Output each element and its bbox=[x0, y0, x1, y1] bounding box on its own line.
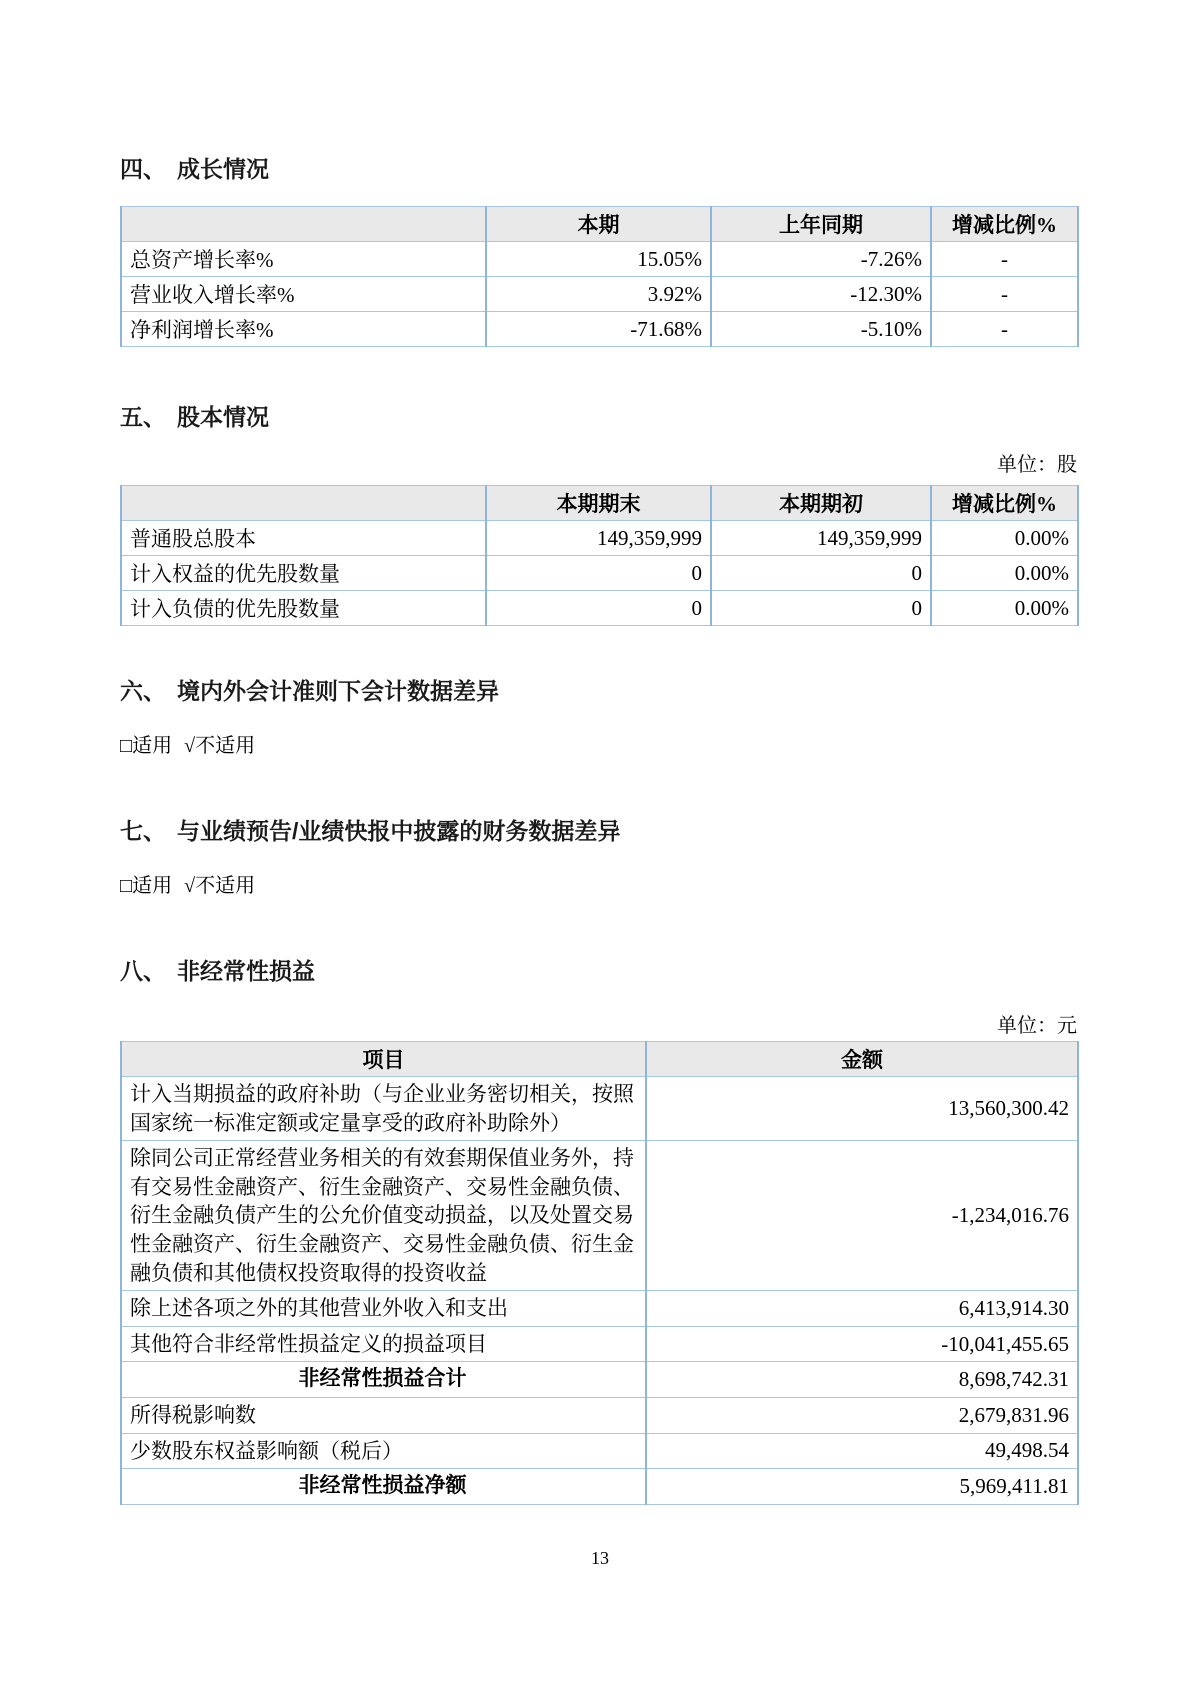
table-row bbox=[121, 556, 1078, 591]
value-cell: 0 bbox=[711, 556, 931, 591]
table-row bbox=[121, 312, 1078, 347]
section-title: 非经常性损益 bbox=[177, 958, 315, 984]
checkbox-applicable: □适用 bbox=[120, 735, 173, 757]
header-cell-item: 项目 bbox=[121, 1042, 646, 1077]
amount-cell: 8,698,742.31 bbox=[646, 1362, 1078, 1398]
section-heading-accounting-diff bbox=[120, 680, 1077, 703]
value-cell: 0 bbox=[711, 591, 931, 626]
amount-cell: 13,560,300.42 bbox=[646, 1077, 1078, 1141]
change-cell: 0.00% bbox=[931, 556, 1078, 591]
value-cell: -7.26% bbox=[711, 242, 931, 277]
table-row bbox=[121, 1141, 1078, 1291]
checkmark-not-applicable: √不适用 bbox=[184, 875, 256, 897]
non-recurring-table bbox=[120, 1041, 1079, 1505]
header-cell-change: 增减比例% bbox=[931, 486, 1078, 521]
amount-cell: 49,498.54 bbox=[646, 1433, 1078, 1469]
row-label-cell: 总资产增长率% bbox=[121, 242, 486, 277]
subtotal-row bbox=[121, 1362, 1078, 1398]
total-row bbox=[121, 1469, 1078, 1505]
change-cell: 0.00% bbox=[931, 591, 1078, 626]
change-cell: 0.00% bbox=[931, 521, 1078, 556]
equity-table-header-row bbox=[121, 486, 1078, 521]
unit-label-shares: 单位：股 bbox=[997, 454, 1077, 476]
section-title: 境内外会计准则下会计数据差异 bbox=[177, 678, 499, 704]
amount-cell: -1,234,016.76 bbox=[646, 1141, 1078, 1291]
section-title: 成长情况 bbox=[177, 156, 269, 182]
header-cell-period-end: 本期期末 bbox=[486, 486, 711, 521]
item-label-cell: 除上述各项之外的其他营业外收入和支出 bbox=[121, 1291, 646, 1327]
header-cell-prior: 上年同期 bbox=[711, 207, 931, 242]
section-heading-equity bbox=[120, 406, 1077, 429]
table-row bbox=[121, 1077, 1078, 1141]
header-cell-amount: 金额 bbox=[646, 1042, 1078, 1077]
section-heading-growth bbox=[120, 158, 1077, 181]
change-cell: - bbox=[931, 312, 1078, 347]
non-recurring-header-row bbox=[121, 1042, 1078, 1077]
table-row bbox=[121, 277, 1078, 312]
unit-label-yuan: 单位：元 bbox=[997, 1015, 1077, 1037]
header-cell-period-begin: 本期期初 bbox=[711, 486, 931, 521]
header-cell-current: 本期 bbox=[486, 207, 711, 242]
change-cell: - bbox=[931, 242, 1078, 277]
value-cell: 3.92% bbox=[486, 277, 711, 312]
header-cell-blank bbox=[121, 207, 486, 242]
table-row bbox=[121, 242, 1078, 277]
section-number: 五、 bbox=[120, 404, 166, 430]
value-cell: 0 bbox=[486, 556, 711, 591]
total-label-cell: 非经常性损益净额 bbox=[121, 1469, 646, 1505]
value-cell: 15.05% bbox=[486, 242, 711, 277]
table-row bbox=[121, 1326, 1078, 1362]
section-title: 与业绩预告/业绩快报中披露的财务数据差异 bbox=[177, 818, 621, 844]
item-label-cell: 其他符合非经常性损益定义的损益项目 bbox=[121, 1326, 646, 1362]
table-row bbox=[121, 1397, 1078, 1433]
section-title: 股本情况 bbox=[177, 404, 269, 430]
value-cell: -71.68% bbox=[486, 312, 711, 347]
amount-cell: -10,041,455.65 bbox=[646, 1326, 1078, 1362]
amount-cell: 6,413,914.30 bbox=[646, 1291, 1078, 1327]
section-number: 七、 bbox=[120, 818, 166, 844]
growth-table-header-row bbox=[121, 207, 1078, 242]
row-label-cell: 净利润增长率% bbox=[121, 312, 486, 347]
amount-cell: 2,679,831.96 bbox=[646, 1397, 1078, 1433]
applicability-line bbox=[120, 735, 1077, 757]
growth-table bbox=[120, 206, 1079, 347]
item-label-cell: 所得税影响数 bbox=[121, 1397, 646, 1433]
item-label-cell: 少数股东权益影响额（税后） bbox=[121, 1433, 646, 1469]
page-number: 13 bbox=[591, 1548, 609, 1568]
row-label-cell: 计入权益的优先股数量 bbox=[121, 556, 486, 591]
table-row bbox=[121, 1291, 1078, 1327]
item-label-cell: 计入当期损益的政府补助（与企业业务密切相关，按照国家统一标准定额或定量享受的政府补助除外） bbox=[121, 1077, 646, 1141]
table-row bbox=[121, 1433, 1078, 1469]
subtotal-label-cell: 非经常性损益合计 bbox=[121, 1362, 646, 1398]
item-label-cell: 除同公司正常经营业务相关的有效套期保值业务外，持有交易性金融资产、衍生金融资产、交易性金融负债、衍生金融负债产生的公允价值变动损益，以及处置交易性金融资产、衍生金融资产、交易性金融负债、衍生金融负债和其他债权投资取得的投资收益 bbox=[121, 1141, 646, 1291]
checkmark-not-applicable: √不适用 bbox=[184, 735, 256, 757]
checkbox-applicable: □适用 bbox=[120, 875, 173, 897]
value-cell: -5.10% bbox=[711, 312, 931, 347]
applicability-line bbox=[120, 875, 1077, 897]
table-row bbox=[121, 591, 1078, 626]
table-row bbox=[121, 521, 1078, 556]
section-number: 六、 bbox=[120, 678, 166, 704]
equity-table bbox=[120, 485, 1079, 626]
value-cell: -12.30% bbox=[711, 277, 931, 312]
section-heading-non-recurring bbox=[120, 960, 1077, 983]
row-label-cell: 营业收入增长率% bbox=[121, 277, 486, 312]
amount-cell: 5,969,411.81 bbox=[646, 1469, 1078, 1505]
header-cell-change: 增减比例% bbox=[931, 207, 1078, 242]
value-cell: 0 bbox=[486, 591, 711, 626]
header-cell-blank bbox=[121, 486, 486, 521]
section-number: 四、 bbox=[120, 156, 166, 182]
row-label-cell: 计入负债的优先股数量 bbox=[121, 591, 486, 626]
section-heading-forecast-diff bbox=[120, 820, 1077, 843]
change-cell: - bbox=[931, 277, 1078, 312]
value-cell: 149,359,999 bbox=[711, 521, 931, 556]
section-number: 八、 bbox=[120, 958, 166, 984]
row-label-cell: 普通股总股本 bbox=[121, 521, 486, 556]
value-cell: 149,359,999 bbox=[486, 521, 711, 556]
